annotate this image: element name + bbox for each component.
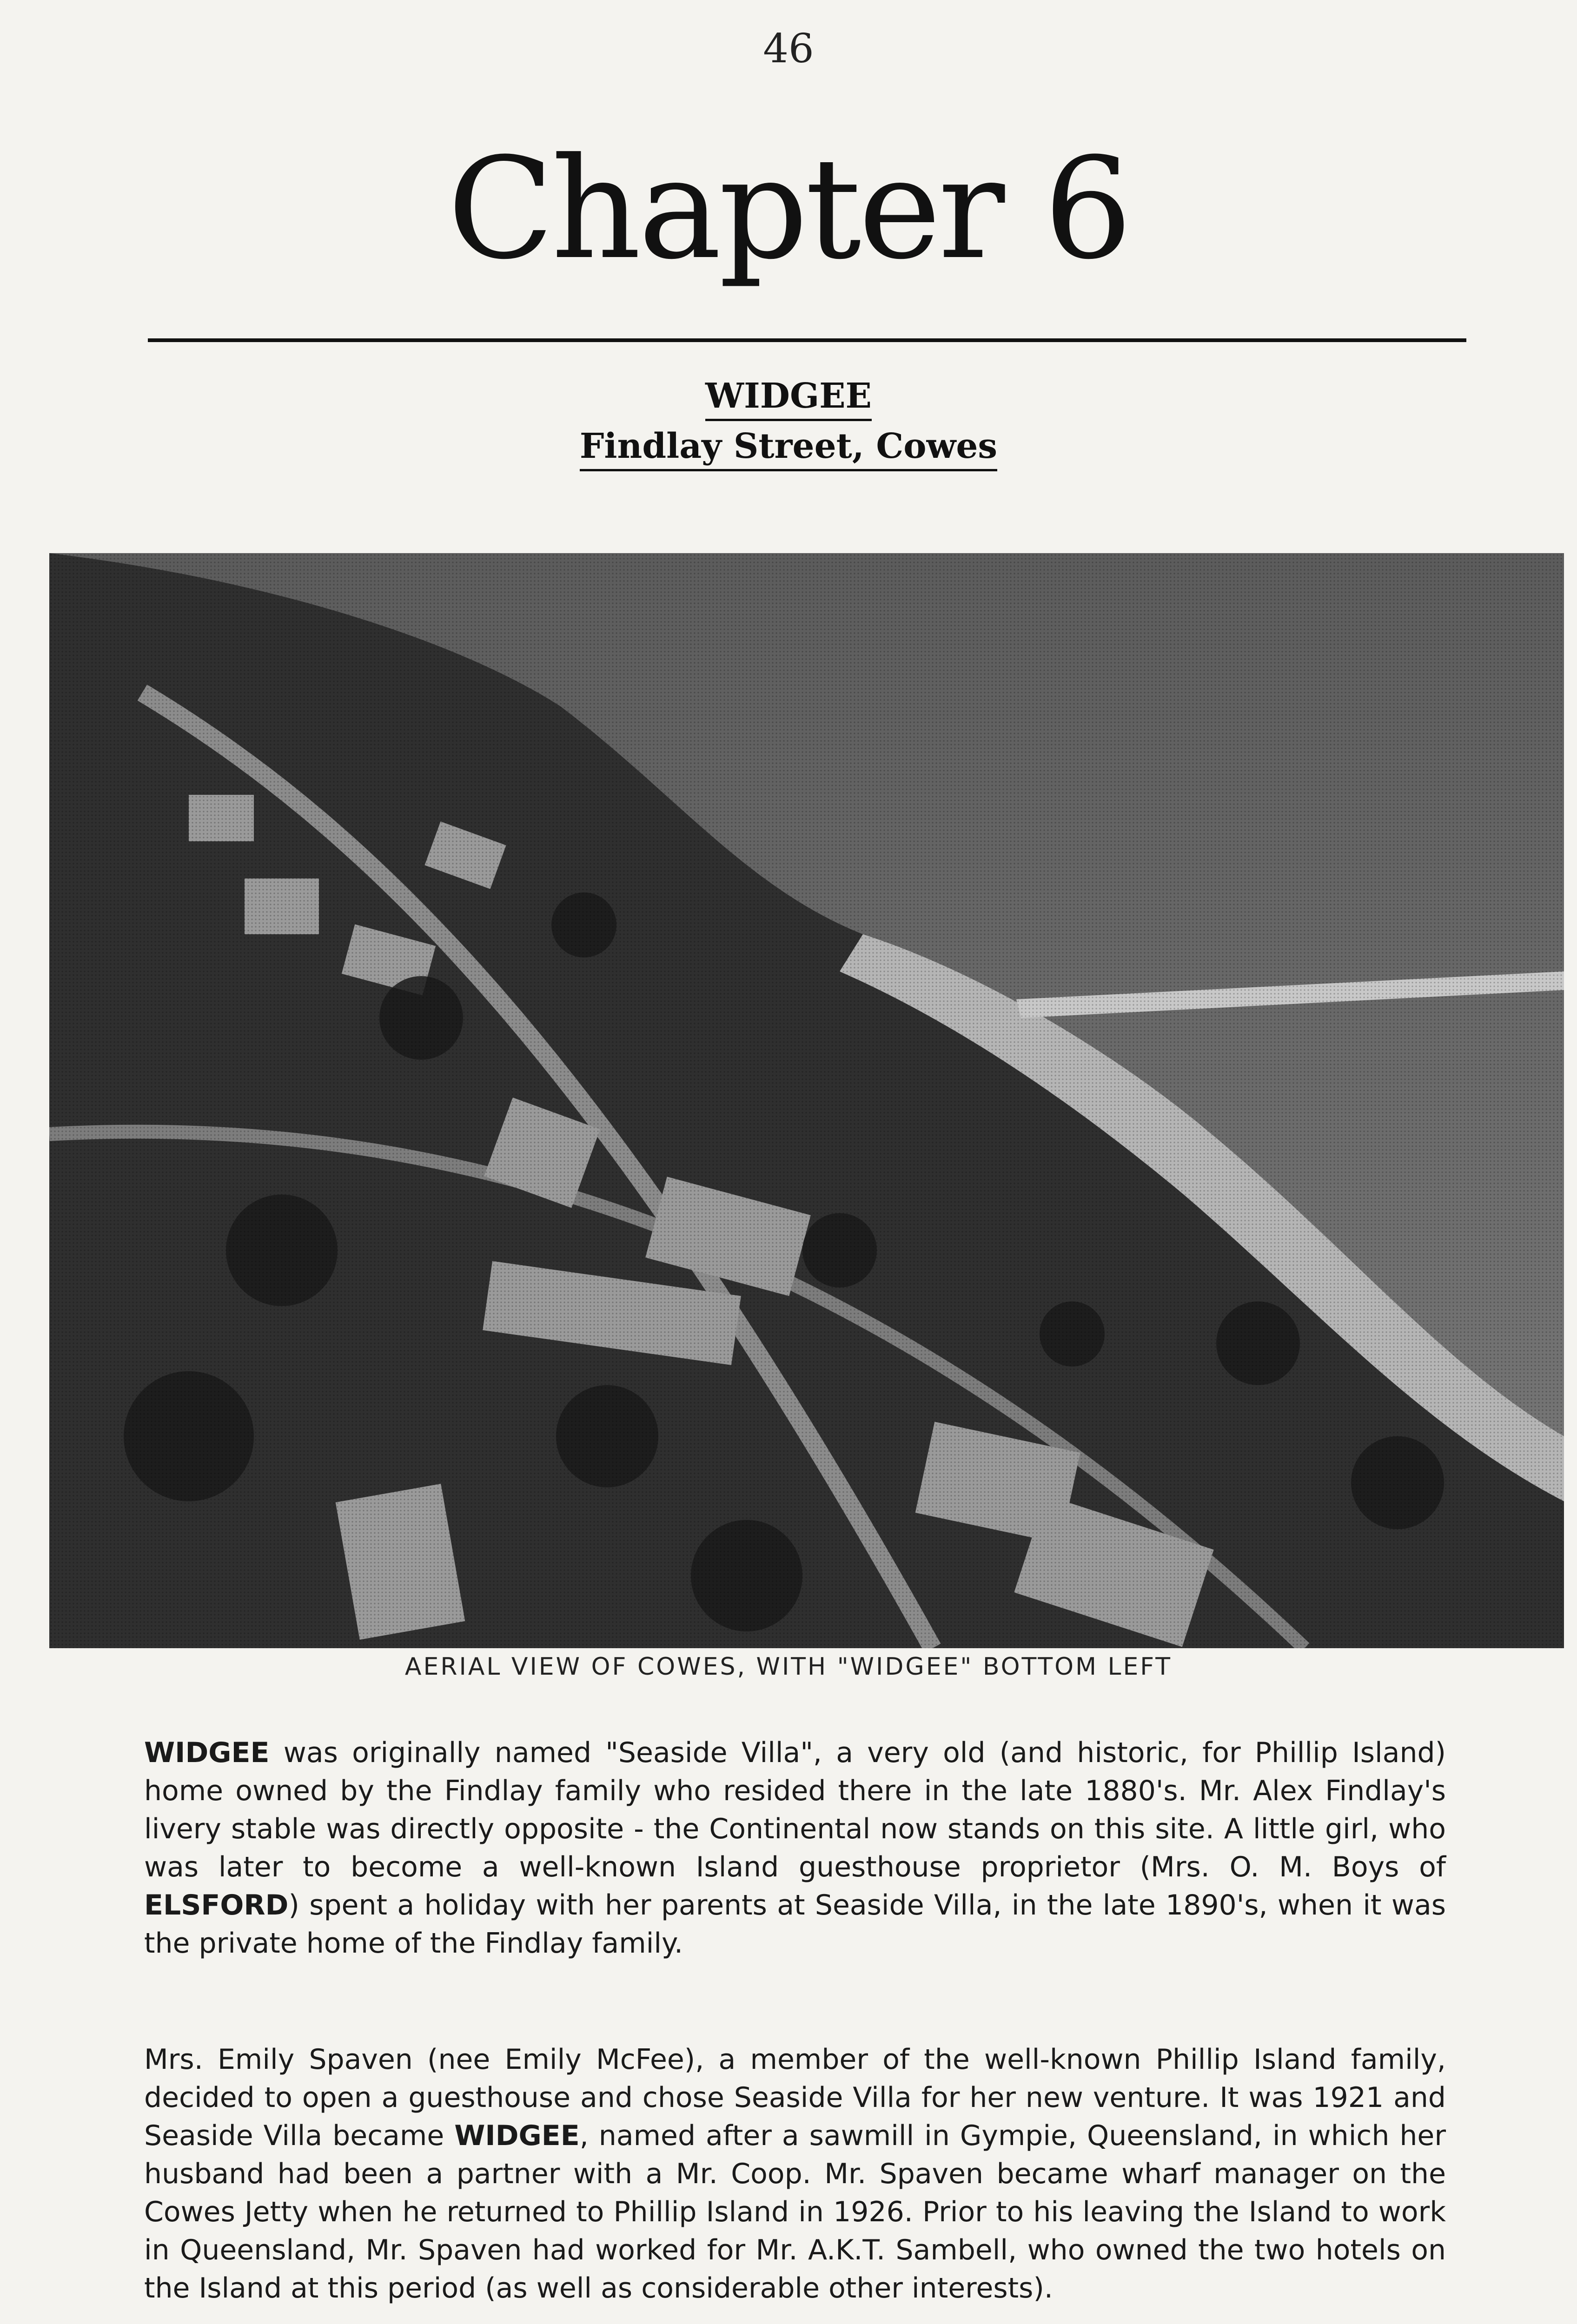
heading-widgee: WIDGEE — [705, 376, 872, 421]
page-number: 46 — [763, 26, 814, 72]
paragraph-2-text-a: Mrs. Emily Spaven (nee Emily McFee), a member of the well-known Phillip Island family, decided to open a guesthouse and chose Seaside Villa for her new venture. It was 1921 and Seaside Villa became — [144, 2043, 1446, 2152]
title-rule — [148, 338, 1466, 342]
aerial-photo-image — [49, 553, 1564, 1648]
chapter-title: Chapter 6 — [447, 128, 1130, 290]
photo-caption: AERIAL VIEW OF COWES, WITH "WIDGEE" BOTTOM LEFT — [404, 1653, 1173, 1681]
paragraph-1 — [144, 1734, 1446, 1962]
heading-address: Findlay Street, Cowes — [580, 426, 997, 471]
bold-elsford: ELSFORD — [144, 1889, 289, 1921]
aerial-photo — [49, 553, 1564, 1648]
bold-widgee-2: WIDGEE — [454, 2119, 580, 2152]
paragraph-2-text-b: , named after a sawmill in Gympie, Queensland, in which her husband had been a partner with a Mr. Coop. Mr. Spaven became wharf manager on the Cowes Jetty when he returned to Phillip Island in 1926. Prior to his leaving the Island to work in Queensland, Mr. Spaven had worked for Mr. A.K.T. Sambell, who owned the two hotels on the Island at this period (as well as considerable other interests). — [144, 2119, 1446, 2304]
paragraph-1-text-b: ) spent a holiday with her parents at Seaside Villa, in the late 1890's, when it was the private home of the Findlay family. — [144, 1889, 1446, 1960]
paragraph-1-text-a: was originally named "Seaside Villa", a very old (and historic, for Phillip Island) home owned by the Findlay family who resided there in the late 1880's. Mr. Alex Findlay's livery stable was directly opposite - the Continental now stands on this site. A little girl, who was later to become a well-known Island guesthouse proprietor (Mrs. O. M. Boys of — [144, 1736, 1446, 1883]
paragraph-2 — [144, 2040, 1446, 2307]
bold-widgee: WIDGEE — [144, 1736, 270, 1769]
section-heading — [0, 376, 1577, 471]
